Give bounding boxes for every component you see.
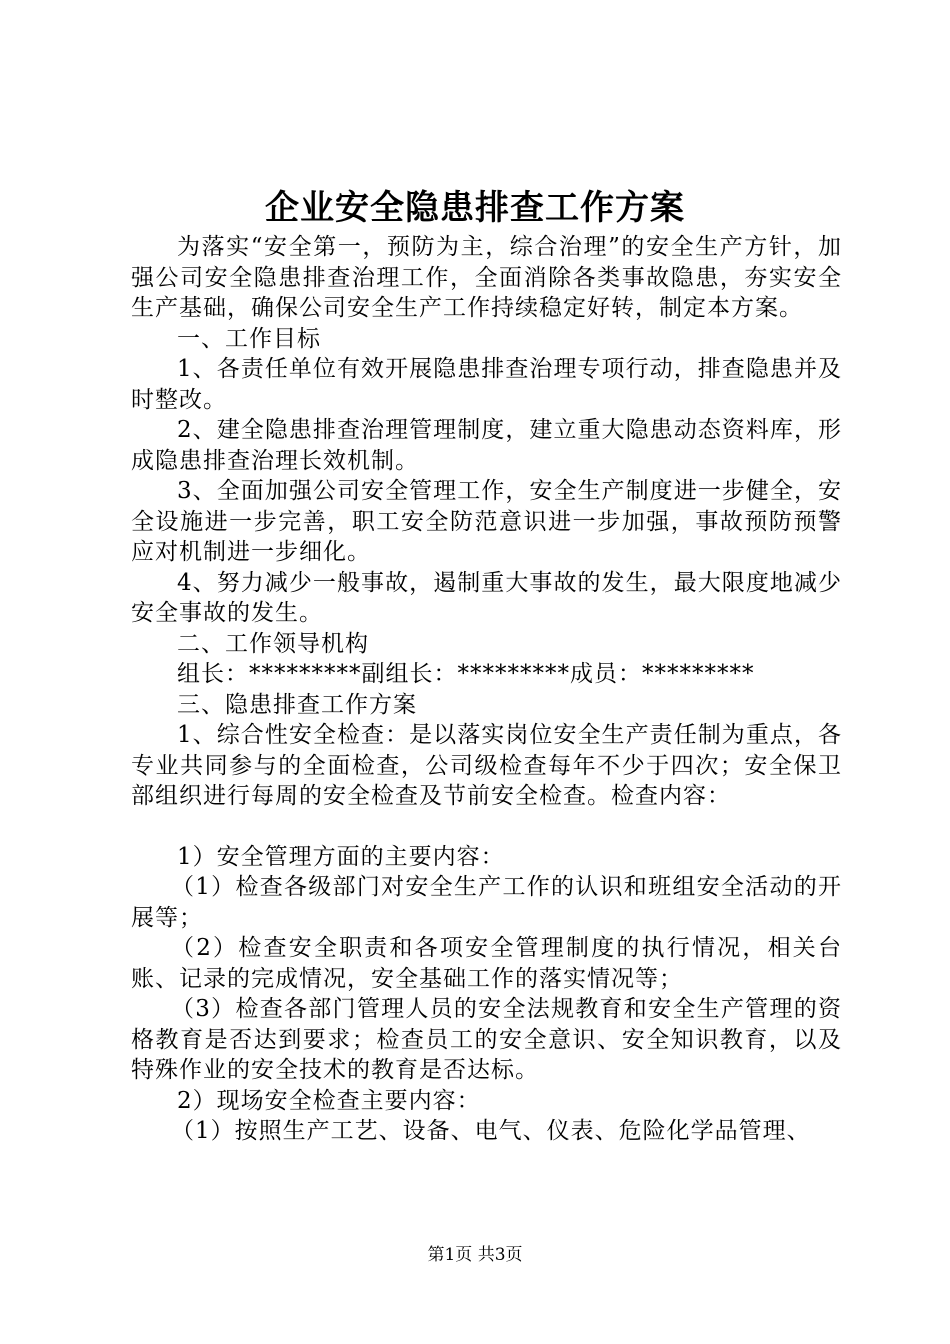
- paragraph-goal-3: 3、全面加强公司安全管理工作，安全生产制度进一步健全，安全设施进一步完善，职工安全防范意识进一步加强，事故预防预警应对机制进一步细化。: [131, 478, 842, 565]
- paragraph-leadership-members: 组长：*********副组长：*********成员：*********: [177, 661, 755, 687]
- paragraph-goal-4: 4、努力减少一般事故，遏制重大事故的发生，最大限度地减少安全事故的发生。: [131, 569, 842, 626]
- page-footer: 第1页 共3页: [427, 1245, 523, 1265]
- paragraph-intro: 为落实“安全第一，预防为主，综合治理”的安全生产方针，加强公司安全隐患排查治理工作，全面消除各类事故隐患，夯实安全生产基础，确保公司安全生产工作持续稳定好转，制定本方案。: [131, 234, 842, 321]
- section-heading-goals: 一、工作目标: [177, 325, 321, 352]
- paragraph-management-1: （1）检查各级部门对安全生产工作的认识和班组安全活动的开展等；: [131, 874, 842, 931]
- paragraph-management-2: （2）检查安全职责和各项安全管理制度的执行情况，相关台账、记录的完成情况，安全基础工作的落实情况等；: [131, 935, 842, 992]
- paragraph-goal-1: 1、各责任单位有效开展隐患排查治理专项行动，排查隐患并及时整改。: [131, 356, 842, 413]
- section-heading-leadership: 二、工作领导机构: [177, 630, 369, 657]
- paragraph-management-3: （3）检查各部门管理人员的安全法规教育和安全生产管理的资格教育是否达到要求；检查员工的安全意识、安全知识教育，以及特殊作业的安全技术的教育是否达标。: [131, 996, 842, 1083]
- document-title: 企业安全隐患排查工作方案: [265, 188, 685, 228]
- paragraph-site-1: （1）按照生产工艺、设备、电气、仪表、危险化学品管理、: [171, 1118, 811, 1144]
- paragraph-goal-2: 2、建全隐患排查治理管理制度，建立重大隐患动态资料库，形成隐患排查治理长效机制。: [131, 417, 842, 474]
- document-body: [131, 232, 842, 1147]
- paragraph-plan-1: 1、综合性安全检查：是以落实岗位安全生产责任制为重点，各专业共同参与的全面检查，公司级检查每年不少于四次；安全保卫部组织进行每周的安全检查及节前安全检查。检查内容：: [131, 722, 842, 809]
- section-heading-plan: 三、隐患排查工作方案: [177, 691, 417, 718]
- subheading-site-inspection: 2）现场安全检查主要内容：: [177, 1087, 481, 1114]
- subheading-management: 1）安全管理方面的主要内容：: [177, 843, 505, 870]
